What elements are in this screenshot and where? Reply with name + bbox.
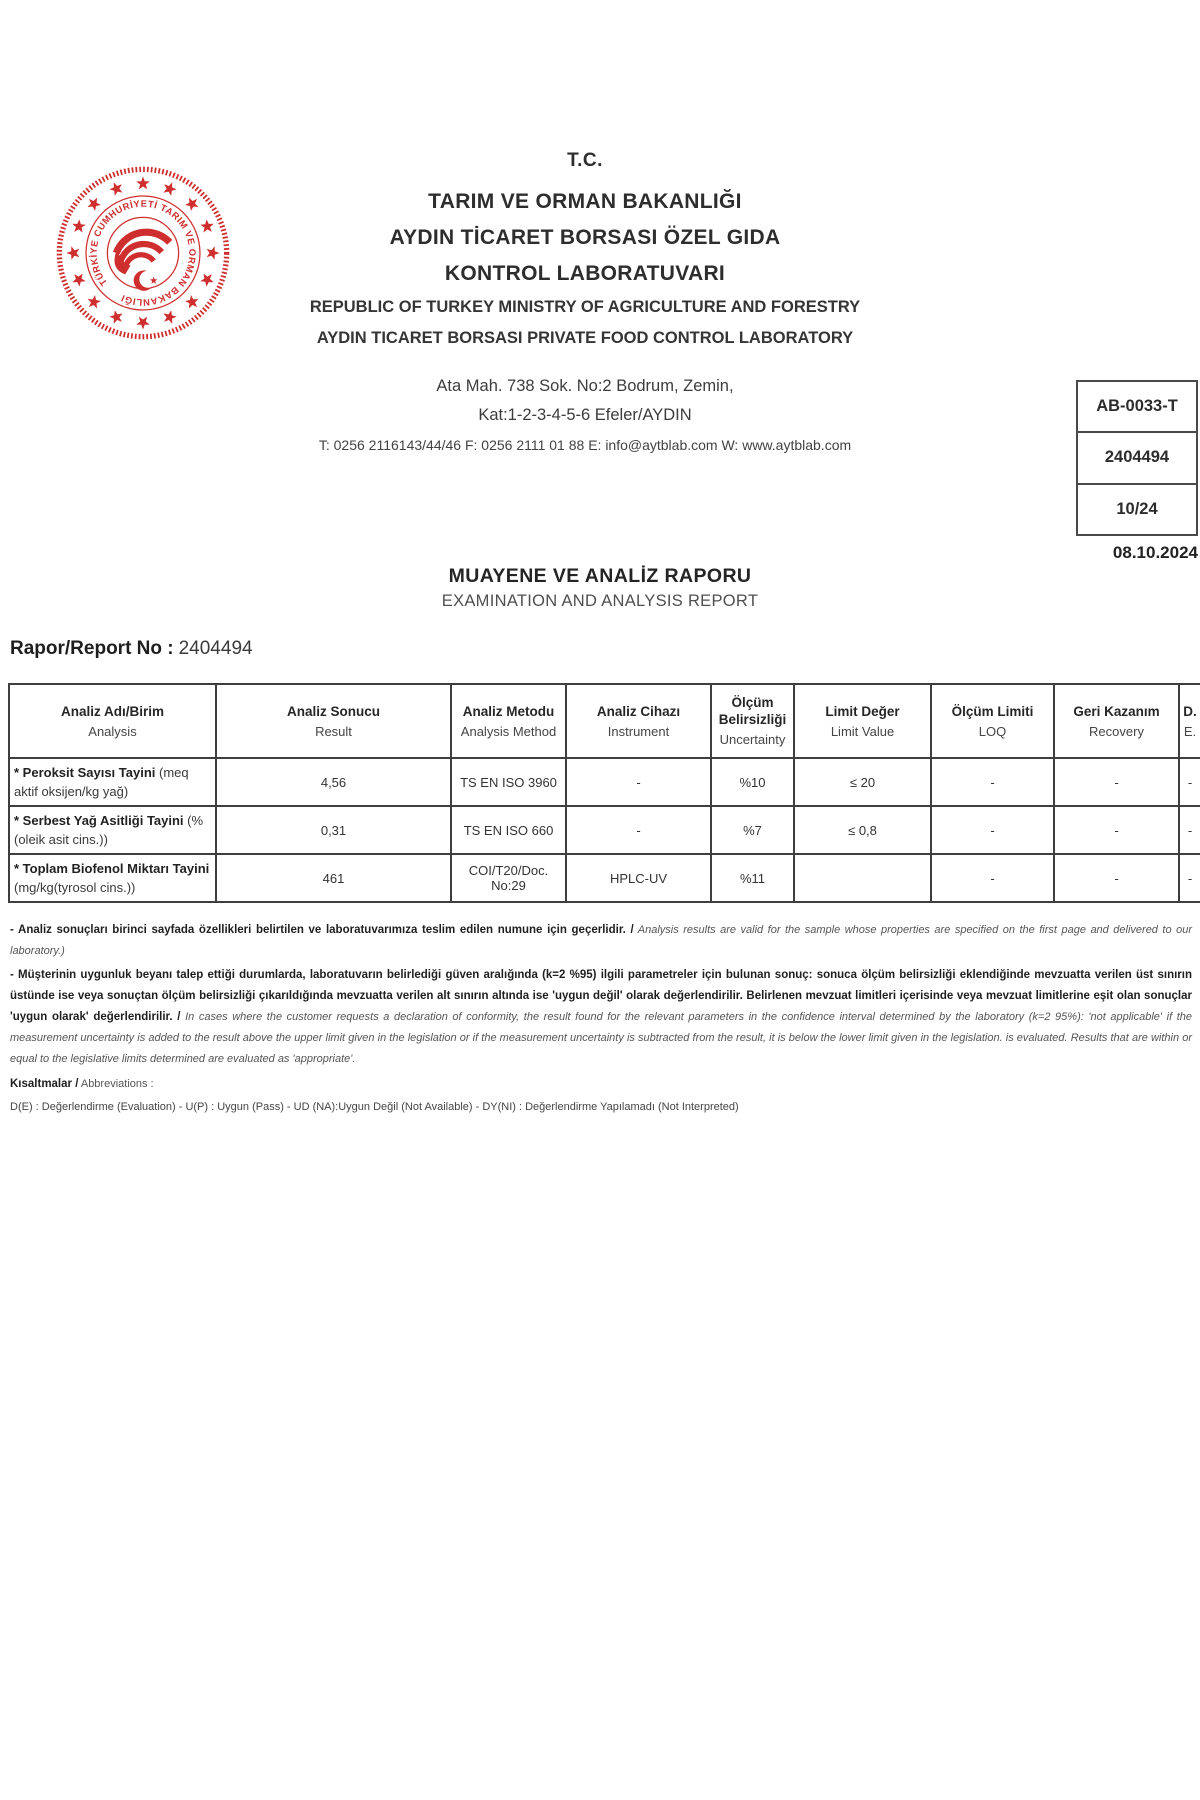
logo-circle-text: TÜRKİYE CUMHURİYETİ TARIM VE ORMAN BAKANLIĞI xyxy=(88,198,198,308)
evaluation-value: - xyxy=(1179,758,1200,806)
loq-value: - xyxy=(931,806,1054,854)
report-date: 08.10.2024 xyxy=(1112,543,1198,562)
report-title-en: EXAMINATION AND ANALYSIS REPORT xyxy=(441,592,759,610)
evaluation-value: - xyxy=(1179,806,1200,854)
header-tc: T.C. xyxy=(567,150,603,171)
report-no-line xyxy=(10,638,253,660)
report-no-value: 2404494 xyxy=(178,638,253,659)
address-block xyxy=(240,372,930,453)
limit-value: ≤ 0,8 xyxy=(794,806,931,854)
footnotes xyxy=(10,920,1192,1118)
col-result: Analiz Sonucu Result xyxy=(216,684,451,758)
uncertainty-value: %11 xyxy=(711,854,794,902)
limit-value xyxy=(794,854,931,902)
result-value: 461 xyxy=(216,854,451,902)
table-row-free-fatty-acid xyxy=(9,806,1200,854)
document-info-box xyxy=(1076,380,1198,536)
info-period: 10/24 xyxy=(1078,483,1196,534)
analysis-results-table xyxy=(8,683,1200,903)
instrument-value: - xyxy=(566,806,711,854)
header-org-line1: AYDIN TİCARET BORSASI ÖZEL GIDA xyxy=(389,226,781,249)
address-line1: Ata Mah. 738 Sok. No:2 Bodrum, Zemin, xyxy=(436,377,734,395)
loq-value: - xyxy=(931,758,1054,806)
result-value: 4,56 xyxy=(216,758,451,806)
abbreviations-title: Kısaltmalar / Abbreviations : xyxy=(10,1078,154,1090)
ministry-emblem-icon xyxy=(54,164,232,342)
col-recovery: Geri Kazanım Recovery xyxy=(1054,684,1179,758)
recovery-value: - xyxy=(1054,854,1179,902)
table-header-row xyxy=(9,684,1200,758)
info-report-no: 2404494 xyxy=(1078,431,1196,482)
ministry-emblem-logo xyxy=(54,164,232,342)
crescent-star-icon xyxy=(134,270,158,290)
table-row-biophenol xyxy=(9,854,1200,902)
analysis-name: * Toplam Biofenol Miktarı Tayini (mg/kg(tyrosol cins.)) xyxy=(9,854,216,902)
method-value: COI/T20/Doc. No:29 xyxy=(451,854,566,902)
analysis-name: * Peroksit Sayısı Tayini (meq aktif oksijen/kg yağ) xyxy=(9,758,216,806)
header-ministry-tr: TARIM VE ORMAN BAKANLIĞI xyxy=(428,190,742,213)
contact-line: T: 0256 2116143/44/46 F: 0256 2111 01 88 E: info@aytblab.com W: www.aytblab.com xyxy=(318,437,852,453)
letterhead xyxy=(240,150,930,354)
abbreviations-line: D(E) : Değerlendirme (Evaluation) - U(P) : Uygun (Pass) - UD (NA):Uygun Değil (Not Available) - DY(NI) : Değerlendirme Yapılamadı (Not Interpreted) xyxy=(10,1101,739,1113)
accreditation-no: AB-0033-T xyxy=(1096,397,1178,416)
recovery-value: - xyxy=(1054,758,1179,806)
col-evaluation: D. E. xyxy=(1179,684,1200,758)
col-limit-value: Limit Değer Limit Value xyxy=(794,684,931,758)
analysis-name: * Serbest Yağ Asitliği Tayini (% (oleik asit cins.)) xyxy=(9,806,216,854)
result-value: 0,31 xyxy=(216,806,451,854)
col-instrument: Analiz Cihazı Instrument xyxy=(566,684,711,758)
recovery-value: - xyxy=(1054,806,1179,854)
report-title xyxy=(0,565,1200,611)
col-analysis: Analiz Adı/Birim Analysis xyxy=(9,684,216,758)
header-org-en: AYDIN TICARET BORSASI PRIVATE FOOD CONTROL LABORATORY xyxy=(316,329,854,347)
method-value: TS EN ISO 3960 xyxy=(451,758,566,806)
col-method: Analiz Metodu Analysis Method xyxy=(451,684,566,758)
col-loq: Ölçüm Limiti LOQ xyxy=(931,684,1054,758)
note-validity: - Analiz sonuçları birinci sayfada özellikleri belirtilen ve laboratuvarımıza teslim edilen numune için geçerlidir. / Analysis results are valid for the sample whose properties are specified on the first page and delivered to our laboratory.) xyxy=(10,924,1192,957)
address-line2: Kat:1-2-3-4-5-6 Efeler/AYDIN xyxy=(478,406,692,424)
report-no-label: Rapor/Report No : xyxy=(10,638,174,659)
method-value: TS EN ISO 660 xyxy=(451,806,566,854)
limit-value: ≤ 20 xyxy=(794,758,931,806)
table-row-peroxide xyxy=(9,758,1200,806)
report-title-tr: MUAYENE VE ANALİZ RAPORU xyxy=(448,565,752,587)
header-org-line2: KONTROL LABORATUVARI xyxy=(444,262,726,285)
note-conformity: - Müşterinin uygunluk beyanı talep ettiği durumlarda, laboratuvarın belirlediği güven aralığında (k=2 %95) ilgili parametreler için bulunan sonuç: sonuca ölçüm belirsizliği eklendiğinde mevzuatta verilen üst sınırın üstünde ise veya sonuçtan ölçüm belirsizliği çıkarıldığında mevzuatta verilen alt sınırın altında ise 'uygun değil' olarak değerlendirilir. Belirlenen mevzuat limitleri içerisinde veya mevzuat limitlerine eşit olan sonuçlar 'uygun olarak' değerlendirilir. / In cases where the customer requests a declaration of conformity, the result found for the relevant parameters in the confidence interval determined by the laboratory (k=2 95%): 'not applicable' if the measurement uncertainty is added to the result above the upper limit given in the legislation or if the measurement uncertainty is subtracted from the result, it is below the lower limit given in the legislation. is evaluated. Results that are within or equal to the legislative limits determined are evaluated as 'appropriate'. xyxy=(10,969,1193,1065)
instrument-value: HPLC-UV xyxy=(566,854,711,902)
evaluation-value: - xyxy=(1179,854,1200,902)
uncertainty-value: %7 xyxy=(711,806,794,854)
col-uncertainty: Ölçüm Belirsizliği Uncertainty xyxy=(711,684,794,758)
uncertainty-value: %10 xyxy=(711,758,794,806)
header-ministry-en: REPUBLIC OF TURKEY MINISTRY OF AGRICULTURE AND FORESTRY xyxy=(309,298,861,316)
instrument-value: - xyxy=(566,758,711,806)
loq-value: - xyxy=(931,854,1054,902)
